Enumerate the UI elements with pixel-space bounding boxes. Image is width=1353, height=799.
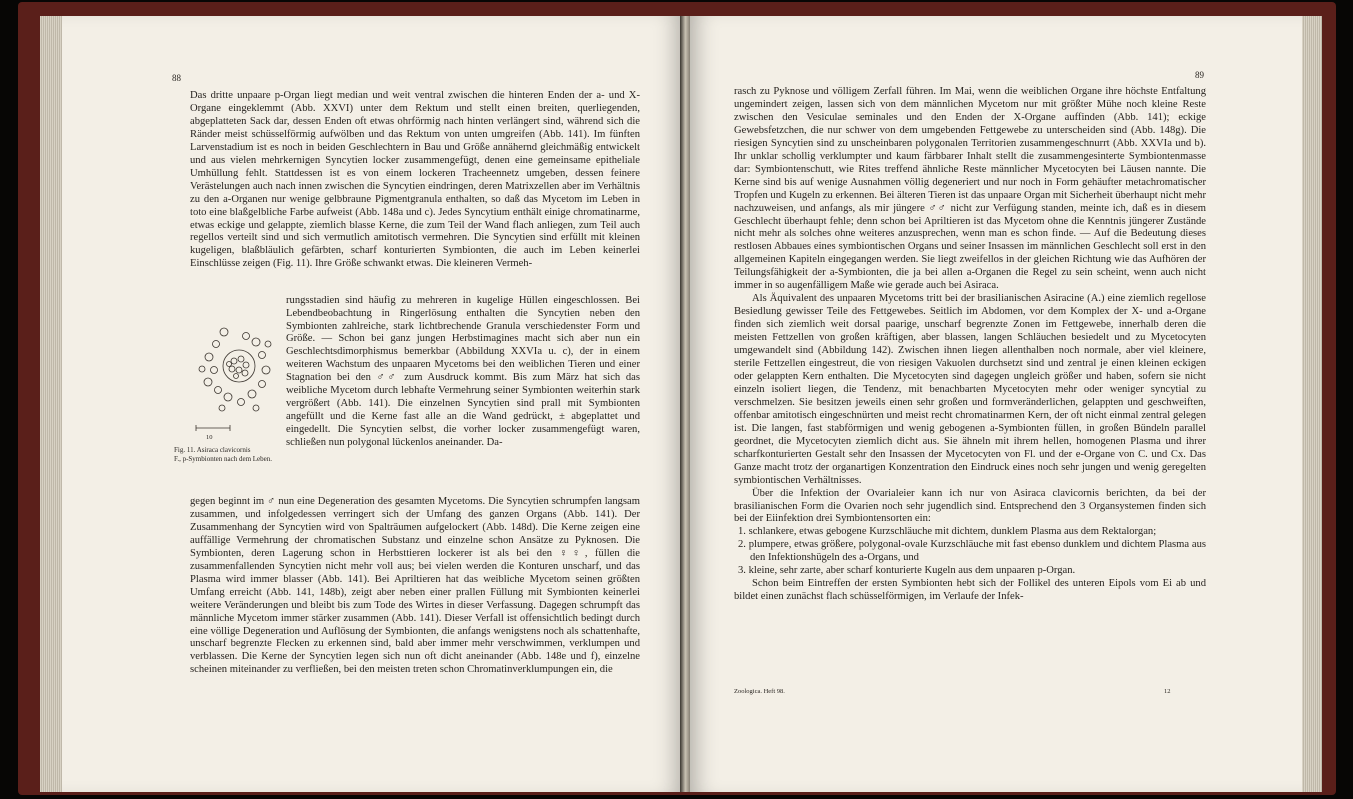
list-item: 2. plumpere, etwas größere, polygonal-ovale Kurzschläuche mit fast ebenso dunklem und dichtem Plasma aus den Infektionshügeln des a-Organs, und (738, 539, 1206, 564)
footer-journal: Zoologica. Heft 98. (734, 688, 785, 695)
right-page-number: 89 (1195, 70, 1204, 80)
figure-caption (174, 446, 282, 463)
list-item: 3. kleine, sehr zarte, aber scharf konturierte Kugeln aus dem unpaaren p-Organ. (738, 565, 1076, 577)
paragraph: rasch zu Pyknose und völligem Zerfall führen. Im Mai, wenn die weiblichen Organe ihre höchste Entfaltung ungemindert zeigen, lassen sich von dem männlichen Mycetom nur mit größter Mühe noch kleine Reste zwischen den Vesiculae seminales und den Enden der X-Organe auffinden (Abb. 141); eckige Gewebsfetzchen, die nur schwer von dem umgebenden Fettgewebe zu unterscheiden sind (Abb. 148g). Die riesigen Syncytien sind zu unscheinbaren polygonalen Territorien zusammengeschnurrt (Abb. XXVIa und b). Ihr unklar schollig verklumpter und kaum färbbarer Inhalt stellt die zusammengesinterte Symbiontenmasse dar: Symbiontenschutt, wie Rites treffend ähnliche Reste männlicher Mycetocyten bei Läusen nannte. Die Kerne sind bis auf wenige Ausnahmen völlig degeneriert und nur noch in Form gehäufter metachromatischer Tropfen und Kugeln zu erkennen. Bei älteren Tieren ist das unpaare Organ mit Sicherheit überhaupt nicht mehr nachzuweisen, und anfangs, als mir jüngere ♂♂ nicht zur Verfügung standen, meinte ich, daß es in diesem Geschlecht überhaupt fehle; denn schon bei Apriltieren ist das Mycetom ohne die Kenntnis jüngerer Zustände nicht mehr als solches ohne weiteres anzusprechen, wenn man es schon finde. — Auf die Bedeutung dieses restlosen Abbaues eines symbiontischen Organs und seiner Insassen im männlichen Geschlecht soll erst in den allgemeinen Kapiteln eingegangen werden. Sie liegt zweifellos in der gleichen Richtung wie das Aufhören der Teilungsfähigkeit der a-Symbionten, die ja bei allen a-Organen die Regel zu sein scheint, wenn auch nicht immer in so augenfälligem Maße wie gerade auch bei Asiraca. (734, 86, 1206, 292)
paragraph: Schon beim Eintreffen der ersten Symbionten hebt sich der Follikel des unteren Eipols vom Ei ab und bildet einen zunächst flach schüsselförmigen, im Verlaufe der Infek- (734, 578, 1206, 603)
right-main-text (734, 86, 1206, 604)
figure-caption-line: F., p-Symbionten nach dem Leben. (174, 454, 273, 463)
paragraph: Über die Infektion der Ovarialeier kann ich nur von Asiraca clavicornis berichten, da bei der brasilianischen Form die Ovarien noch sehr jugendlich sind. Entsprechend den 3 Organsystemen finden sich bei der Eiinfektion drei Symbiontensorten ein: (734, 487, 1206, 525)
paragraph: gegen beginnt im ♂ nun eine Degeneration des gesamten Mycetoms. Die Syncytien schrumpfen langsam zusammen, und infolgedessen verringert sich der Umfang des ganzen Organs (Abb. 141). Der Zusammenhang der Syncytien wird von Spalträumen aufgelockert (Abb. 148d). Die Kerne zeigen eine auffällige Vermehrung der chromatischen Substanz und einzelne schon Ansätze zu Pyknosen. Die Symbionten, deren Lagerung schon in Herbsttieren lockerer ist als bei den ♀♀, füllen die zusammenfallenden Syncytien nicht mehr voll aus; bei vielen werden die Konturen unscharf, und das Plasma wird immer blasser (Abb. 141). Bei Apriltieren hat das weibliche Mycetom seinen größten Umfang erreicht (Abb. 141, 148b), zeigt aber neben einer prallen Füllung mit Symbionten keinerlei weitere Veränderungen und bleibt bis zum Tode des Wirtes in dieser Verfassung. Dagegen schrumpft das männliche Mycetom immer stärker zusammen (Abb. 141). Dieser Verfall ist offensichtlich bedingt durch eine völlige Degeneration und Auflösung der Symbionten, die anfangs wenigstens noch als schattenhafte, unscharf begrenzte Flecken zu erkennen sind, bald aber immer mehr verschwimmen, verklumpen und verblassen. Die Kerne der Syncytien legen sich nun oft dicht aneinander (Abb. 148e und f), einzelne scheinen miteinander zu verfließen, bei den meisten treten schon Chromatinverklumpungen ein, die (190, 496, 640, 676)
left-lower-text (190, 496, 640, 677)
left-wrap-text (286, 284, 640, 461)
paragraph: Als Äquivalent des unpaaren Mycetoms tritt bei der brasilianischen Asiracine (A.) eine ziemlich regellose Besiedlung gewisser Teile des Fettgewebes. Seitlich im Abdomen, vor dem Komplex der X- und a-Organe finden sich ziemlich weit dorsal paarige, unscharf begrenzte Zonen im Fettgewebe, innerhalb deren die meisten Fettzellen von großen kräftigen, aber blassen, langen Schläuchen besiedelt und zu Mycetocyten umgewandelt sind (Abbildung 142). Zwischen ihnen liegen allenthalben noch normale, aber viel kleinere, sterile Fettzellen eingestreut, die von riesigen Vakuolen durchsetzt sind und zentral je einen kleinen eckigen oder gelappten Kern enthalten. Die Mycetocyten sind dagegen ungleich größer und haben, sofern sie nicht einzeln isoliert liegen, die Tendenz, mit benachbarten Mycetocyten mehr oder weniger syncytial zu verschmelzen. Sie besitzen jeweils einen sehr großen und formveränderlichen, gelappten und geschweiften, offenbar amitotisch eingeschnürten und meist recht chromatinarmen Kern, der oft nicht einmal zentral gelegen ist. Die langen, fast stabförmigen und wenig gebogenen a-Symbionten füllen, in großen Bündeln parallel geordnet, die Mycetocyten ziemlich dicht aus. Sie ähneln mit ihrem hellen, homogenen Plasma und ihrer scharfkonturierten Gestalt sehr den Insassen der Mycetocyten von Fl. und der e-Organe von C. und Cx. Das Ganze macht trotz der organartigen Konzentration den Eindruck eines noch sehr jungen und wenig geregelten symbiontischen Verhältnisses. (734, 293, 1206, 486)
left-page (62, 16, 682, 792)
page-stack-right (1302, 16, 1322, 792)
organ-list (734, 526, 1206, 578)
paragraph: rungsstadien sind häufig zu mehreren in kugelige Hüllen eingeschlossen. Bei Lebendbeobachtung in Ringerlösung enthalten die Syncytien neben den Symbionten zahlreiche, stark lichtbrechende Granula verschiedenster Form und Größe. — Schon bei ganz jungen Herbstimagines macht sich aber nun ein Geschlechtsdimorphismus bemerkbar (Abbildung XXVIa u. c), der in einem weiteren Wachstum des unpaaren Mycetoms bei den weiblichen Tieren und einer Stagnation bei den ♂♂ zum Ausdruck kommt. Bis zum März hat sich das weibliche Mycetom durch lebhafte Vermehrung seiner Symbionten weiterhin stark vergrößert (Abb. 141). Die einzelnen Syncytien sind prall mit Symbionten angefüllt und die Kerne fast alle an die Wand gedrückt, ± abgeplattet und eingedellt. Die Syncytien selbst, die vorher locker zusammengefügt waren, schließen nun polygonal lückenlos aneinander. Da- (286, 294, 640, 449)
page-stack-left (40, 16, 62, 792)
paragraph: Das dritte unpaare p-Organ liegt median und weit ventral zwischen die hinteren Enden der a- und X-Organe eingeklemmt (Abb. XXVI) unter dem Rektum und stellt einen breiten, querliegenden, abgeplatteten Sack dar, dessen Enden oft etwas ohrförmig nach hinten verlängert sind, während sich die Ränder meist schüsselförmig aufwölben und das Rektum von unten umgreifen (Abb. 141). Im fünften Larvenstadium ist es noch in beiden Geschlechtern in Bau und Größe annähernd gleichmäßig entwickelt und aus vielen mehrkernigen Syncytien locker zusammengefügt, denen eine gemeinsame epitheliale Umhüllung fehlt. Stattdessen ist es von einem lockeren Tracheennetz umgeben, dessen feinere Verästelungen auch nach innen zwischen die Syncytien eindringen, deren Matrixzellen aber im Verhältnis zu den a-Organen nur wenige gelbbraune Pigmentgranula enthalten, so daß das Mycetom im Leben in toto eine blaßgelbliche Farbe aufweist (Abb. 148a und c). Jedes Syncytium enthält einige chromatinarme, etwas eckige und gelappte, ziemlich blasse Kerne, die zum Teil der Wand flach anliegen, zum Teil auch regellos verteilt sind und sich vermutlich amitotisch vermehren. Die Syncytien sind erfüllt mit kleinen kugeligen, blaßbläulich gefärbten, scharf konturierten Symbionten, die auch im Leben keinerlei Einschlüsse zeigen (Fig. 11). Ihre Größe schwankt etwas. Die kleineren Vermeh- (190, 90, 640, 270)
left-page-number: 88 (172, 73, 181, 83)
figure-scale-label: 10 (206, 434, 213, 441)
figure-11-symbionts (194, 324, 280, 444)
figure-caption-line: Fig. 11. Asiraca clavicornis (174, 446, 251, 454)
left-upper-text (190, 90, 640, 271)
footer-signature: 12 (1164, 688, 1171, 695)
list-item: 1. schlankere, etwas gebogene Kurzschläuche mit dichtem, dunklem Plasma aus dem Rektalorgan; (738, 526, 1157, 538)
right-page (690, 16, 1302, 792)
